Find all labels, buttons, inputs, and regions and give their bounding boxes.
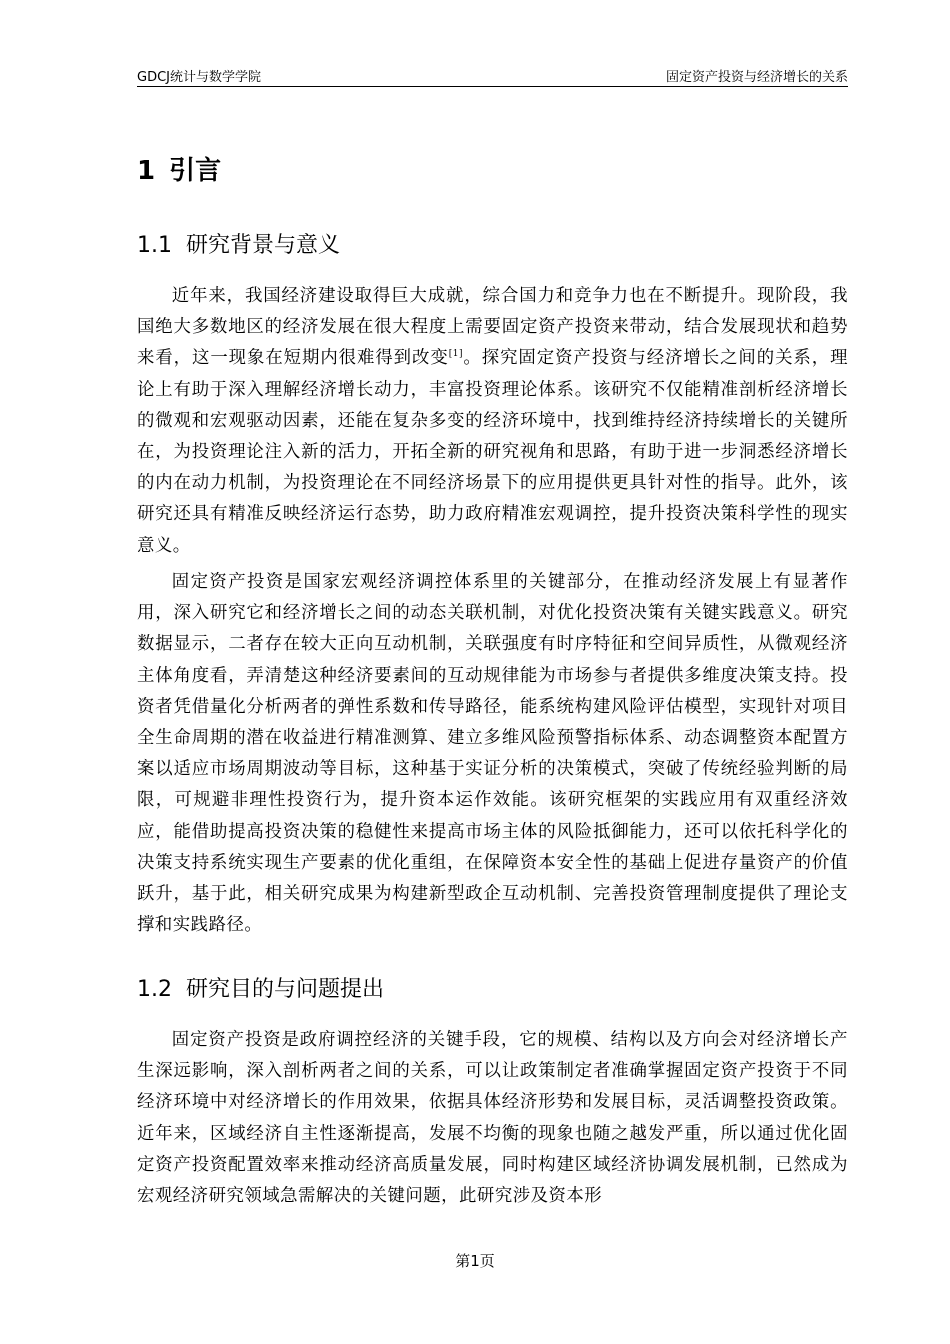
section-heading xyxy=(137,228,340,259)
chapter-title: 引言 xyxy=(169,156,222,186)
page-number: 第1页 xyxy=(455,1252,495,1270)
header-left-text: GDCJ统计与数学学院 xyxy=(137,70,261,85)
page-header xyxy=(137,66,848,87)
body-paragraph: 固定资产投资是国家宏观经济调控体系里的关键部分，在推动经济发展上有显著作用，深入研究它和经济增长之间的动态关联机制，对优化投资决策有关键实践意义。研究数据显示，二者存在较大正向互动机制，关联强度有时序特征和空间异质性，从微观经济主体角度看，弄清楚这种经济要素间的互动规律能为市场参与者提供多维度决策支持。投资者凭借量化分析两者的弹性系数和传导路径，能系统构建风险评估模型，实现针对项目全生命周期的潜在收益进行精准测算、建立多维风险预警指标体系、动态调整资本配置方案以适应市场周期波动等目标，这种基于实证分析的决策模式，突破了传统经验判断的局限，可规避非理性投资行为，提升资本运作效能。该研究框架的实践应用有双重经济效应，能借助提高投资决策的稳健性来提高市场主体的风险抵御能力，还可以依托科学化的决策支持系统实现生产要素的优化重组，在保障资本安全性的基础上促进存量资产的价值跃升，基于此，相关研究成果为构建新型政企互动机制、完善投资管理制度提供了理论支撑和实践路径。 xyxy=(137,572,848,936)
chapter-number: 1 xyxy=(137,156,156,186)
chapter-heading xyxy=(137,150,221,187)
section-heading xyxy=(137,972,384,1003)
paragraph-text: 。探究固定资产投资与经济增长之间的关系，理论上有助于深入理解经济增长动力，丰富投资理论体系。该研究不仅能精准剖析经济增长的微观和宏观驱动因素，还能在复杂多变的经济环境中，找到维持经济持续增长的关键所在，为投资理论注入新的活力，开拓全新的研究视角和思路，有助于进一步洞悉经济增长的内在动力机制，为投资理论在不同经济场景下的应用提供更具针对性的指导。此外，该研究还具有精准反映经济运行态势，助力政府精准宏观调控，提升投资决策科学性的现实意义。 xyxy=(137,348,848,556)
section-title: 研究目的与问题提出 xyxy=(186,977,385,1002)
paragraph-text: 近年来，我国经济建设取得巨大成就，综合国力和竞争力也在不断提升。现阶段，我国绝大多数地区的经济发展在很大程度上需要固定资产投资来带动，结合发展现状和趋势来看，这一现象在短期内很难得到改变 xyxy=(137,286,848,369)
body-paragraph: 固定资产投资是政府调控经济的关键手段，它的规模、结构以及方向会对经济增长产生深远影响，深入剖析两者之间的关系，可以让政策制定者准确掌握固定资产投资于不同经济环境中对经济增长的作用效果，依据具体经济形势和发展目标，灵活调整投资政策。近年来，区域经济自主性逐渐提高，发展不均衡的现象也随之越发严重，所以通过优化固定资产投资配置效率来推动经济高质量发展，同时构建区域经济协调发展机制，已然成为宏观经济研究领域急需解决的关键问题，此研究涉及资本形 xyxy=(137,1030,848,1207)
section-number: 1.2 xyxy=(137,977,172,1002)
citation-ref[interactable]: [1] xyxy=(448,349,463,360)
section-number: 1.1 xyxy=(137,233,172,258)
body-paragraph xyxy=(137,281,848,562)
header-right-text: 固定资产投资与经济增长的关系 xyxy=(665,70,848,85)
section-title: 研究背景与意义 xyxy=(186,233,341,258)
